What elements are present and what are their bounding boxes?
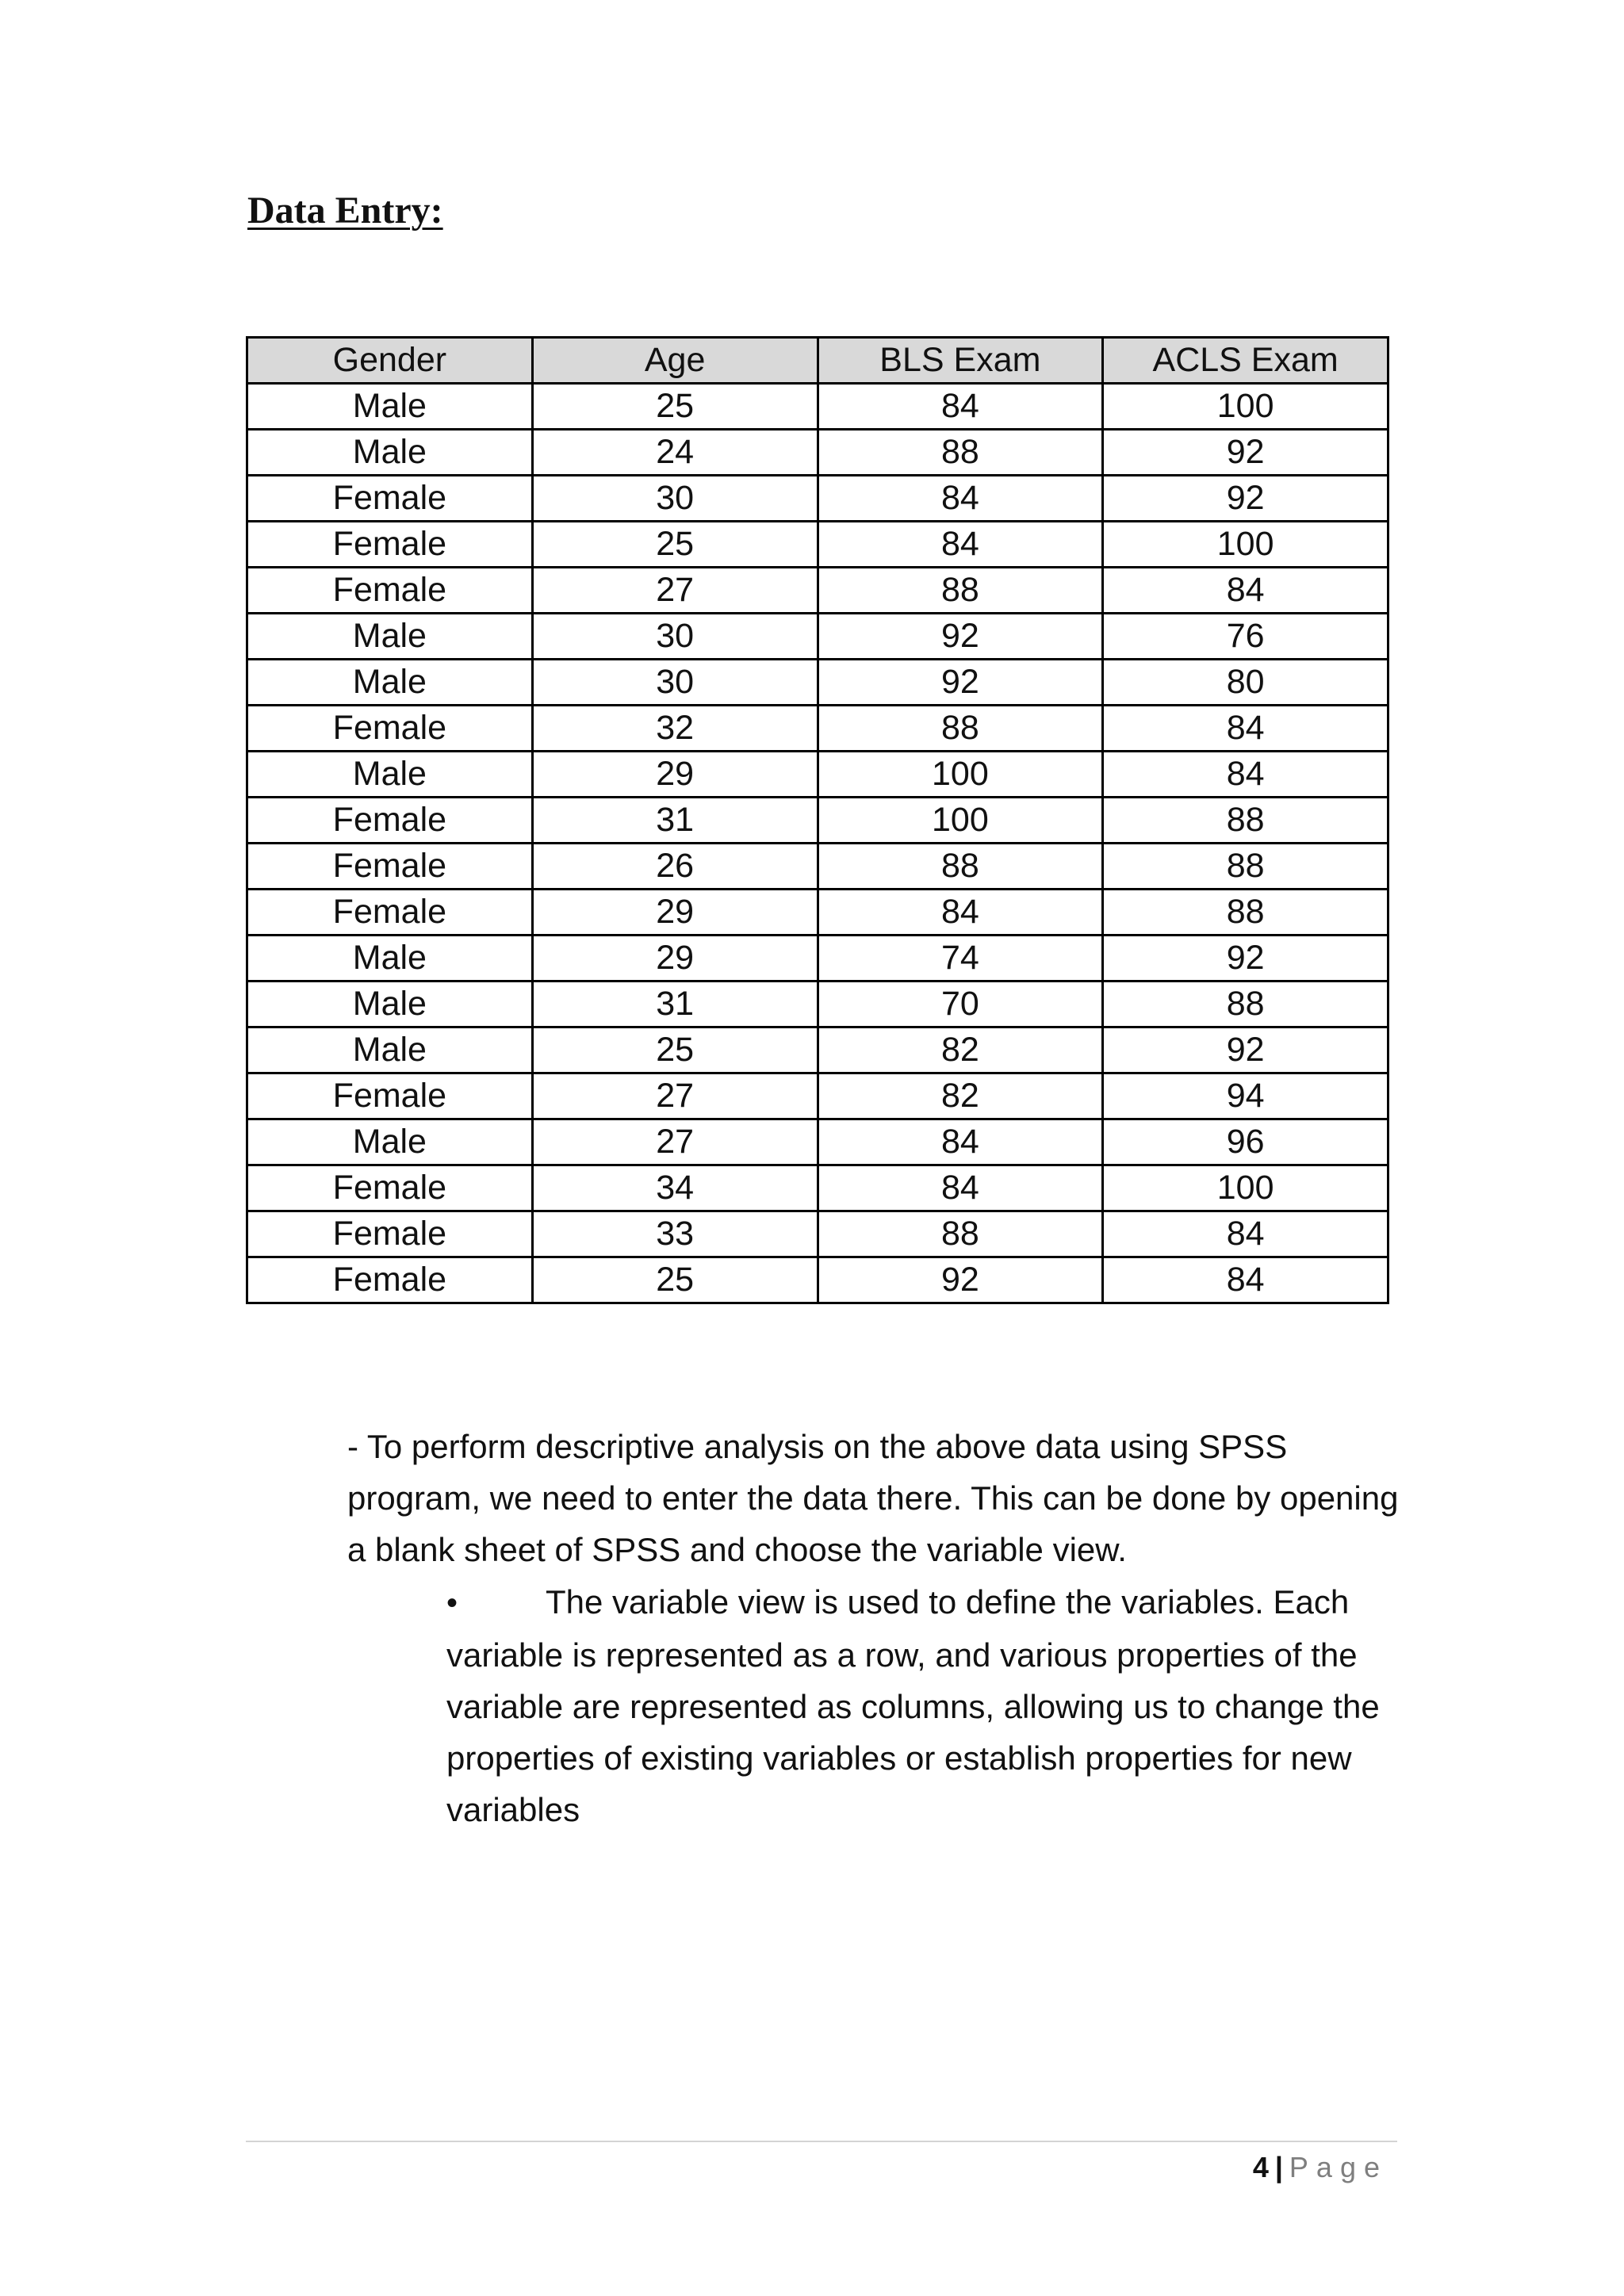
table-cell-bls-exam: 82 [818,1027,1103,1073]
table-cell-acls-exam: 84 [1103,1211,1388,1257]
table-row [247,890,1388,936]
table-cell-acls-exam: 92 [1103,430,1388,476]
table-cell-gender: Female [247,1211,533,1257]
table-cell-acls-exam: 84 [1103,706,1388,752]
table-cell-gender: Male [247,1119,533,1165]
table-row [247,752,1388,798]
table-cell-age: 29 [532,752,818,798]
bullet-icon: • [446,1586,458,1621]
table-cell-acls-exam: 80 [1103,660,1388,706]
table-cell-gender: Female [247,1073,533,1119]
page-footer [1253,2145,1388,2190]
footer-divider [246,2141,1397,2142]
table-cell-acls-exam: 88 [1103,982,1388,1027]
table-cell-age: 29 [532,890,818,936]
table-cell-acls-exam: 92 [1103,936,1388,982]
table-row [247,1027,1388,1073]
page-heading: Data Entry: [247,189,443,232]
table-cell-age: 25 [532,1257,818,1303]
table-cell-bls-exam: 84 [818,384,1103,430]
table-cell-age: 29 [532,936,818,982]
table-row [247,936,1388,982]
table-cell-acls-exam: 94 [1103,1073,1388,1119]
table-cell-bls-exam: 88 [818,844,1103,890]
table-cell-bls-exam: 100 [818,798,1103,844]
table-cell-bls-exam: 82 [818,1073,1103,1119]
table-cell-bls-exam: 88 [818,706,1103,752]
table-cell-bls-exam: 100 [818,752,1103,798]
table-row [247,982,1388,1027]
table-cell-gender: Female [247,1165,533,1211]
footer-separator: | [1274,2151,1283,2183]
bullet-text: The variable view is used to define the variables. Each variable is represented as a row, and various properties of the variable are represented as columns, allowing us to change the properties of existing variables or establish properties for new variables [446,1583,1380,1828]
table-cell-age: 34 [532,1165,818,1211]
table-cell-bls-exam: 92 [818,660,1103,706]
data-table [246,336,1389,1304]
table-cell-bls-exam: 84 [818,1165,1103,1211]
table-row [247,614,1388,660]
table-cell-age: 31 [532,982,818,1027]
table-row [247,1073,1388,1119]
table-cell-gender: Male [247,1027,533,1073]
table-cell-gender: Male [247,430,533,476]
table-cell-acls-exam: 96 [1103,1119,1388,1165]
table-cell-age: 27 [532,1073,818,1119]
table-cell-gender: Male [247,936,533,982]
table-cell-bls-exam: 84 [818,522,1103,568]
table-cell-bls-exam: 84 [818,890,1103,936]
table-cell-gender: Female [247,706,533,752]
table-cell-age: 30 [532,614,818,660]
table-row [247,476,1388,522]
table-cell-age: 33 [532,1211,818,1257]
table-cell-gender: Male [247,614,533,660]
page-number: 4 [1252,2151,1269,2183]
table-cell-age: 30 [532,476,818,522]
table-row [247,568,1388,614]
table-row [247,706,1388,752]
table-cell-gender: Male [247,384,533,430]
table-cell-age: 25 [532,1027,818,1073]
table-cell-acls-exam: 92 [1103,1027,1388,1073]
table-cell-acls-exam: 100 [1103,522,1388,568]
table-cell-acls-exam: 100 [1103,1165,1388,1211]
table-cell-acls-exam: 84 [1103,752,1388,798]
table-header-row [247,338,1388,384]
table-row [247,1165,1388,1211]
table-cell-bls-exam: 88 [818,568,1103,614]
table-cell-gender: Female [247,476,533,522]
table-row [247,660,1388,706]
table-cell-age: 27 [532,568,818,614]
table-cell-age: 31 [532,798,818,844]
table-cell-acls-exam: 100 [1103,384,1388,430]
table-cell-acls-exam: 92 [1103,476,1388,522]
table-cell-gender: Male [247,660,533,706]
table-cell-bls-exam: 92 [818,614,1103,660]
table-cell-gender: Female [247,522,533,568]
table-cell-gender: Male [247,982,533,1027]
table-cell-gender: Male [247,752,533,798]
table-row [247,1257,1388,1303]
bullet-item [446,1576,1398,1835]
table-cell-bls-exam: 88 [818,430,1103,476]
table-cell-acls-exam: 88 [1103,844,1388,890]
table-cell-age: 27 [532,1119,818,1165]
table-row [247,522,1388,568]
table-cell-acls-exam: 84 [1103,1257,1388,1303]
column-header-age: Age [532,338,818,384]
table-row [247,1119,1388,1165]
table-cell-bls-exam: 84 [818,1119,1103,1165]
table-cell-acls-exam: 88 [1103,890,1388,936]
table-row [247,430,1388,476]
table-cell-gender: Female [247,568,533,614]
column-header-bls-exam: BLS Exam [818,338,1103,384]
table-cell-acls-exam: 84 [1103,568,1388,614]
table-row [247,384,1388,430]
table-row [247,844,1388,890]
table-cell-bls-exam: 88 [818,1211,1103,1257]
table-cell-gender: Female [247,1257,533,1303]
table-cell-age: 24 [532,430,818,476]
table-row [247,798,1388,844]
table-row [247,1211,1388,1257]
table-cell-bls-exam: 84 [818,476,1103,522]
table-cell-gender: Female [247,844,533,890]
table-cell-gender: Female [247,798,533,844]
table-cell-acls-exam: 88 [1103,798,1388,844]
table-cell-bls-exam: 70 [818,982,1103,1027]
table-cell-age: 30 [532,660,818,706]
table-cell-bls-exam: 92 [818,1257,1103,1303]
table-cell-age: 26 [532,844,818,890]
table-cell-age: 25 [532,522,818,568]
column-header-gender: Gender [247,338,533,384]
column-header-acls-exam: ACLS Exam [1103,338,1388,384]
table-cell-bls-exam: 74 [818,936,1103,982]
table-cell-acls-exam: 76 [1103,614,1388,660]
table-body [247,384,1388,1303]
table-cell-age: 25 [532,384,818,430]
intro-paragraph: - To perform descriptive analysis on the above data using SPSS program, we need to enter the data there. This can be done by opening a blank sheet of SPSS and choose the variable view. [347,1428,1399,1568]
table-cell-gender: Female [247,890,533,936]
page-label: Page [1289,2151,1388,2183]
table-cell-age: 32 [532,706,818,752]
